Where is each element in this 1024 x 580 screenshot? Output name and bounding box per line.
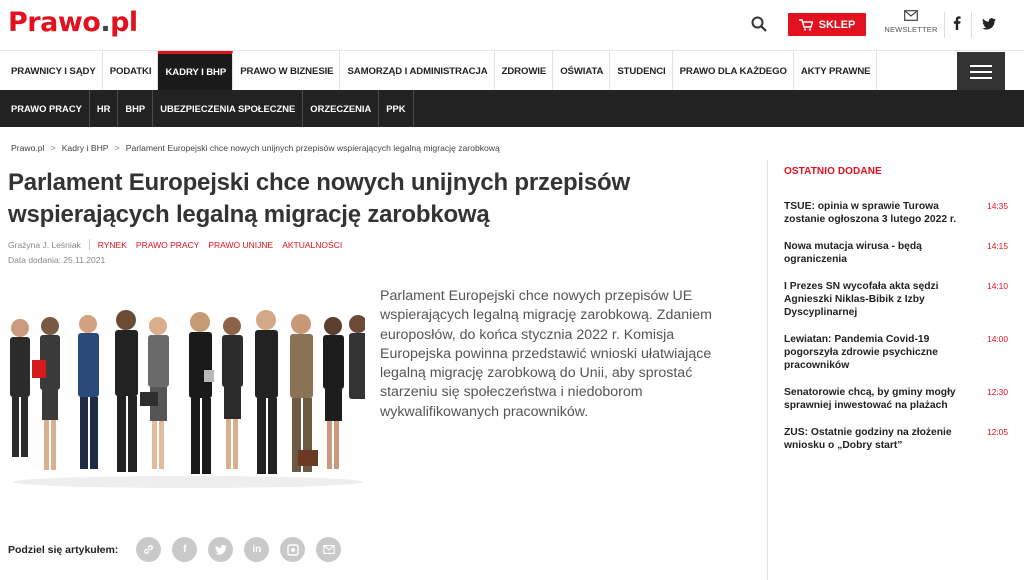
subnav-item-ubezpieczenia-spoleczne[interactable]: UBEZPIECZENIA SPOŁECZNE — [153, 90, 303, 127]
nav-item-prawo-dla-kazdego[interactable]: PRAWO DLA KAŻDEGO — [673, 51, 794, 91]
news-item-time: 12:30 — [987, 387, 1008, 397]
news-item[interactable] — [784, 333, 1008, 372]
article-date-text: Data dodania: 25.11.2021 — [8, 255, 106, 265]
search-button[interactable] — [748, 13, 770, 35]
tag-link[interactable]: AKTUALNOŚCI — [282, 239, 343, 250]
breadcrumb-separator: > — [50, 143, 56, 153]
tag-link[interactable]: RYNEK — [97, 239, 127, 250]
breadcrumb-category[interactable]: Kadry i BHP — [61, 143, 109, 153]
logo-dot: . — [100, 7, 111, 38]
main-navigation — [0, 50, 1024, 90]
subnav-item-bhp[interactable]: BHP — [118, 90, 153, 127]
nav-item-zdrowie[interactable]: ZDROWIE — [495, 51, 554, 91]
header-divider — [944, 12, 945, 38]
share-bar — [8, 537, 341, 562]
logo-tld: pl — [110, 7, 138, 38]
facebook-link[interactable] — [953, 16, 961, 35]
news-item-title[interactable]: TSUE: opinia w sprawie Turowa zostanie ogłoszona 3 lutego 2022 r. — [784, 201, 957, 225]
news-item-time: 14:35 — [987, 201, 1008, 211]
newsletter-link[interactable] — [884, 10, 938, 34]
share-twitter-button[interactable] — [208, 537, 233, 562]
news-item-title[interactable]: ZUS: Ostatnie godziny na złożenie wniosku o „Dobry start” — [784, 427, 952, 451]
share-label: Podziel się artykułem: — [8, 543, 119, 556]
news-item-time: 14:15 — [987, 241, 1008, 251]
nav-item-prawo-w-biznesie[interactable]: PRAWO W BIZNESIE — [233, 51, 340, 91]
subnav-item-orzeczenia[interactable]: ORZECZENIA — [303, 90, 379, 127]
nav-item-podatki[interactable]: PODATKI — [103, 51, 159, 91]
article-meta — [8, 239, 342, 250]
breadcrumb — [11, 143, 500, 153]
share-facebook-button[interactable] — [172, 537, 197, 562]
news-item-title[interactable]: I Prezes SN wycofała akta sędzi Agnieszki Niklas-Bibik z Izby Dyscyplinarnej — [784, 281, 939, 318]
shop-button[interactable] — [788, 13, 866, 36]
tag-link[interactable]: PRAWO PRACY — [135, 239, 200, 250]
linkedin-icon: in — [252, 544, 262, 555]
news-item-time: 14:00 — [987, 334, 1008, 344]
cart-icon — [799, 19, 813, 31]
news-item-title[interactable]: Nowa mutacja wirusa - będą ograniczenia — [784, 241, 922, 265]
site-logo[interactable] — [8, 7, 138, 38]
facebook-icon — [953, 16, 961, 30]
news-item[interactable] — [784, 240, 1008, 266]
share-wykop-button[interactable] — [280, 537, 305, 562]
tag-link[interactable]: PRAWO UNIJNE — [208, 239, 274, 250]
sub-navigation — [0, 90, 1024, 127]
nav-item-prawnicy-i-sady[interactable]: PRAWNICY I SĄDY — [0, 51, 103, 91]
news-item[interactable] — [784, 280, 1008, 319]
news-item-title[interactable]: Lewiatan: Pandemia Covid-19 pogorszyła zdrowie psychiczne pracowników — [784, 334, 938, 371]
news-item[interactable] — [784, 200, 1008, 226]
latest-news-sidebar — [767, 160, 1007, 580]
business-people-illustration — [8, 310, 365, 490]
twitter-icon — [982, 18, 996, 30]
news-item[interactable] — [784, 386, 1008, 412]
subnav-item-prawo-pracy[interactable]: PRAWO PRACY — [0, 90, 90, 127]
nav-item-kadry-i-bhp[interactable]: KADRY I BHP — [158, 51, 233, 91]
nav-item-studenci[interactable]: STUDENCI — [610, 51, 672, 91]
shop-label: SKLEP — [818, 18, 856, 31]
nav-item-akty-prawne[interactable]: AKTY PRAWNE — [794, 51, 878, 91]
share-linkedin-button[interactable] — [244, 537, 269, 562]
subnav-item-ppk[interactable]: PPK — [379, 90, 413, 127]
article-author[interactable]: Grażyna J. Leśniak — [8, 239, 81, 250]
breadcrumb-separator: > — [114, 143, 120, 153]
breadcrumb-home[interactable]: Prawo.pl — [11, 143, 45, 153]
subnav-item-hr[interactable]: HR — [90, 90, 119, 127]
article-title: Parlament Europejski chce nowych unijnych przepisów wspierających legalną migrację zarobkową — [8, 169, 630, 228]
header-divider — [971, 12, 972, 38]
nav-item-oswiata[interactable]: OŚWIATA — [553, 51, 610, 91]
email-icon — [323, 545, 335, 554]
hamburger-icon-bar — [970, 77, 992, 79]
share-email-button[interactable] — [316, 537, 341, 562]
facebook-icon: f — [183, 544, 187, 555]
article-image — [8, 310, 365, 490]
search-icon — [751, 16, 767, 32]
article-date — [8, 255, 113, 265]
news-item-title[interactable]: Senatorowie chcą, by gminy mogły sprawniej inwestować na plażach — [784, 387, 956, 411]
hamburger-icon-bar — [970, 71, 992, 73]
newsletter-label: NEWSLETTER — [884, 25, 938, 34]
news-item-time: 12:05 — [987, 427, 1008, 437]
breadcrumb-current: Parlament Europejski chce nowych unijnych przepisów wspierających legalną migrację zarobkową — [125, 143, 500, 153]
sidebar-heading: OSTATNIO DODANE — [784, 166, 882, 177]
menu-button[interactable] — [957, 52, 1005, 91]
link-icon — [142, 543, 155, 556]
share-link-button[interactable] — [136, 537, 161, 562]
hamburger-icon-bar — [970, 65, 992, 67]
logo-text: Prawo — [8, 7, 101, 38]
wykop-icon — [287, 544, 299, 556]
twitter-link[interactable] — [982, 17, 996, 35]
article-tags — [98, 240, 342, 250]
meta-divider — [89, 239, 90, 250]
news-item-time: 14:10 — [987, 281, 1008, 291]
envelope-icon — [904, 10, 918, 21]
news-item[interactable] — [784, 426, 1008, 452]
nav-item-samorzad-i-administracja[interactable]: SAMORZĄD I ADMINISTRACJA — [340, 51, 494, 91]
twitter-icon — [215, 545, 227, 555]
site-header — [0, 0, 1024, 48]
article-lead: Parlament Europejski chce nowych przepisów UE wspierających legalną migrację zarobkową. Zdaniem europosłów, do końca stycznia 2022 r. Komisja Europejska powinna przedstawić wnioski ułatwiające legalną migrację zarobkową do Unii, aby sprostać starzeniu się społeczeństwa i niedoborom wykwalifikowanych pracowników. — [380, 288, 712, 420]
